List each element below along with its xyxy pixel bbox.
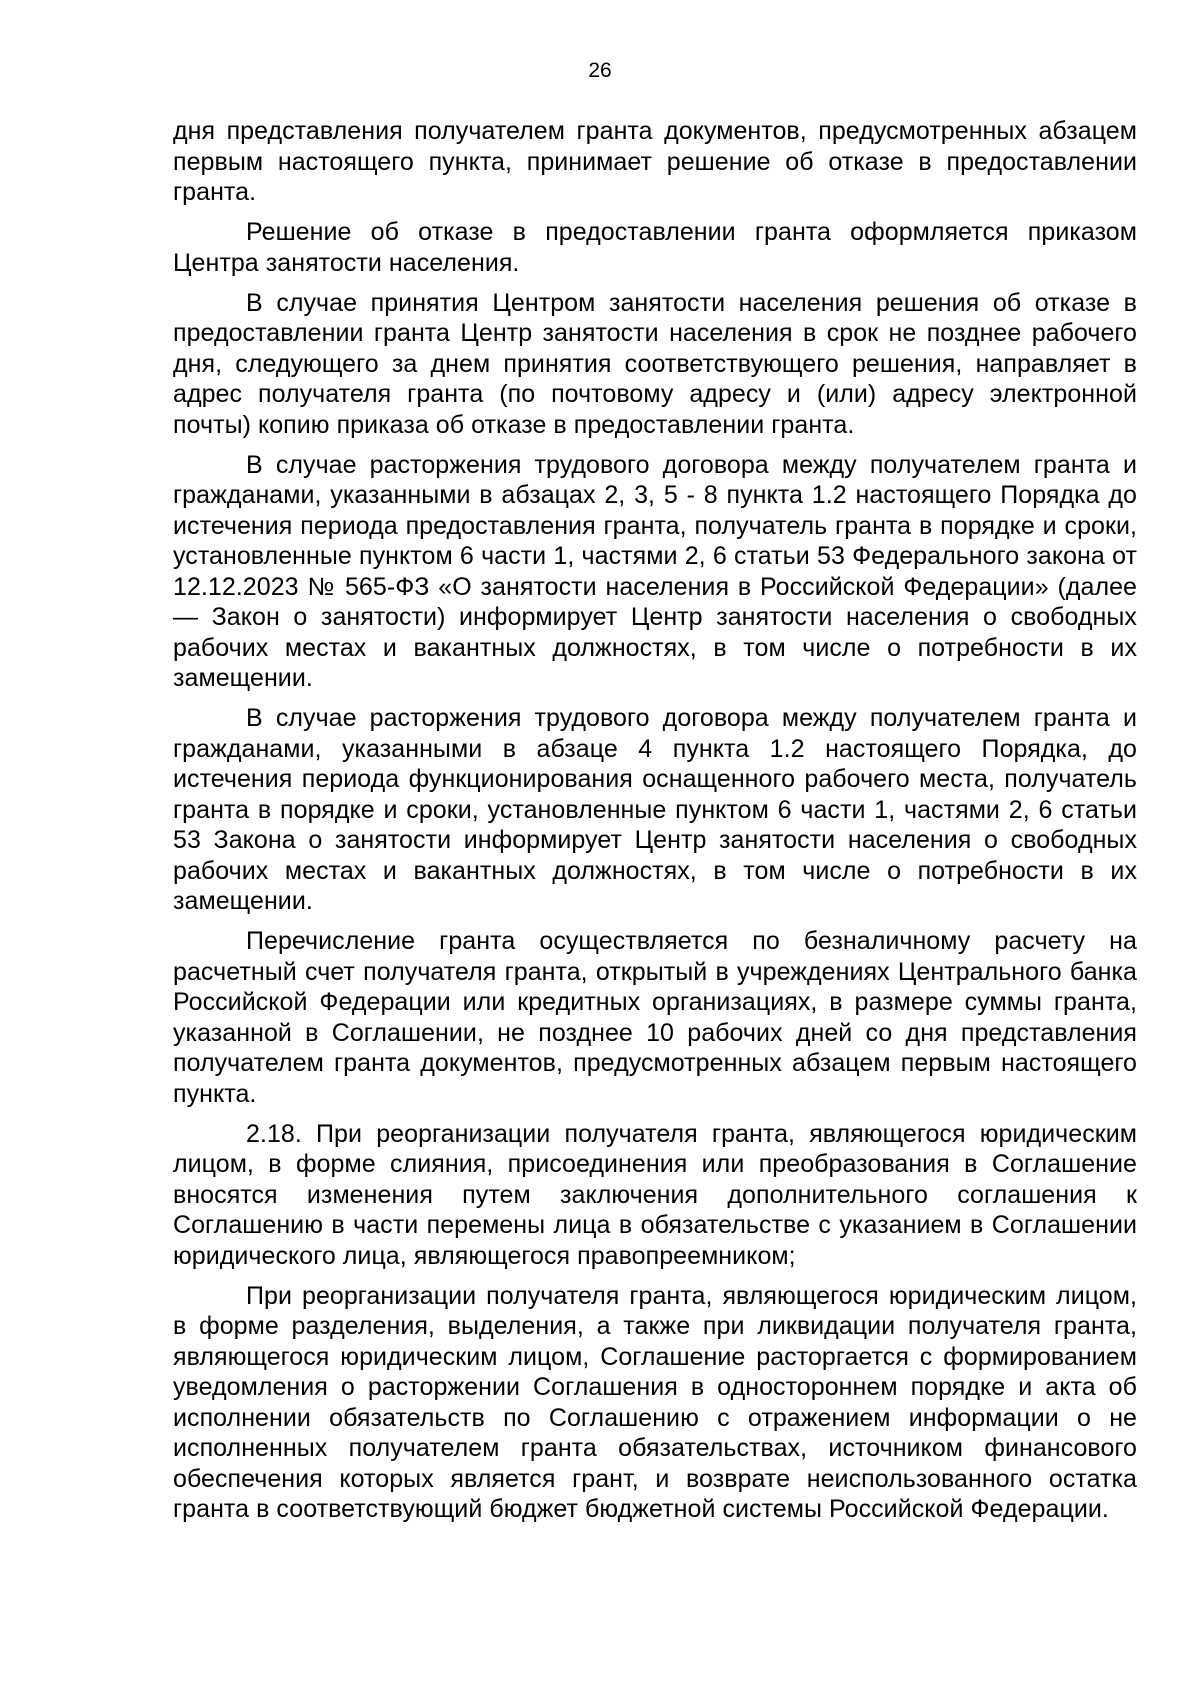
paragraph-contract-termination-1: В случае расторжения трудового договора между получателем гранта и гражданами, указанными в абзацах 2, 3, 5 - 8 пункта 1.2 настоящего Порядка до истечения периода предоставления гранта, получатель гранта в порядке и сроки, установленные пунктом 6 части 1, частями 2, 6 статьи 53 Федерального закона от 12.12.2023 № 565-ФЗ «О занятости населения в Российской Федерации» (далее — Закон о занятости) информирует Центр занятости населения о свободных рабочих местах и вакантных должностях, в том числе о потребности в их замещении. — [173, 450, 1137, 692]
paragraph-refusal-order: Решение об отказе в предоставлении гранта оформляется приказом Центра занятости населения. — [173, 218, 1137, 277]
paragraph-refusal-notice: В случае принятия Центром занятости населения решения об отказе в предоставлении гранта Центр занятости населения в срок не позднее рабочего дня, следующего за днем принятия соответствующего решения, направляет в адрес получателя гранта (по почтовому адресу и (или) адресу электронной почты) копию приказа об отказе в предоставлении гранта. — [173, 288, 1137, 439]
document-body — [173, 116, 1137, 1534]
paragraph-2-18-reorganization: 2.18. При реорганизации получателя гранта, являющегося юридическим лицом, в форме слияния, присоединения или преобразования в Соглашение вносятся изменения путем заключения дополнительного соглашения к Соглашению в части перемены лица в обязательстве с указанием в Соглашении юридического лица, являющегося правопреемником; — [173, 1119, 1137, 1270]
paragraph-reorganization-termination: При реорганизации получателя гранта, являющегося юридическим лицом, в форме разделения, выделения, а также при ликвидации получателя гранта, являющегося юридическим лицом, Соглашение расторгается с формированием уведомления о расторжении Соглашения в одностороннем порядке и акта об исполнении обязательств по Соглашению с отражением информации о не исполненных получателем гранта обязательствах, источником финансового обеспечения которых является грант, и возврате неиспользованного остатка гранта в соответствующий бюджет бюджетной системы Российской Федерации. — [173, 1281, 1137, 1523]
paragraph-grant-transfer: Перечисление гранта осуществляется по безналичному расчету на расчетный счет получателя гранта, открытый в учреждениях Центрального банка Российской Федерации или кредитных организациях, в размере суммы гранта, указанной в Соглашении, не позднее 10 рабочих дней со дня представления получателем гранта документов, предусмотренных абзацем первым настоящего пункта. — [173, 927, 1137, 1108]
paragraph-continuation: дня представления получателем гранта документов, предусмотренных абзацем первым настоящего пункта, принимает решение об отказе в предоставлении гранта. — [173, 117, 1137, 206]
paragraph-contract-termination-2: В случае расторжения трудового договора между получателем гранта и гражданами, указанными в абзаце 4 пункта 1.2 настоящего Порядка, до истечения периода функционирования оснащенного рабочего места, получатель гранта в порядке и сроки, установленные пунктом 6 части 1, частями 2, 6 статьи 53 Закона о занятости информирует Центр занятости населения о свободных рабочих местах и вакантных должностях, в том числе о потребности в их замещении. — [173, 704, 1137, 915]
page-number: 26 — [588, 59, 612, 82]
